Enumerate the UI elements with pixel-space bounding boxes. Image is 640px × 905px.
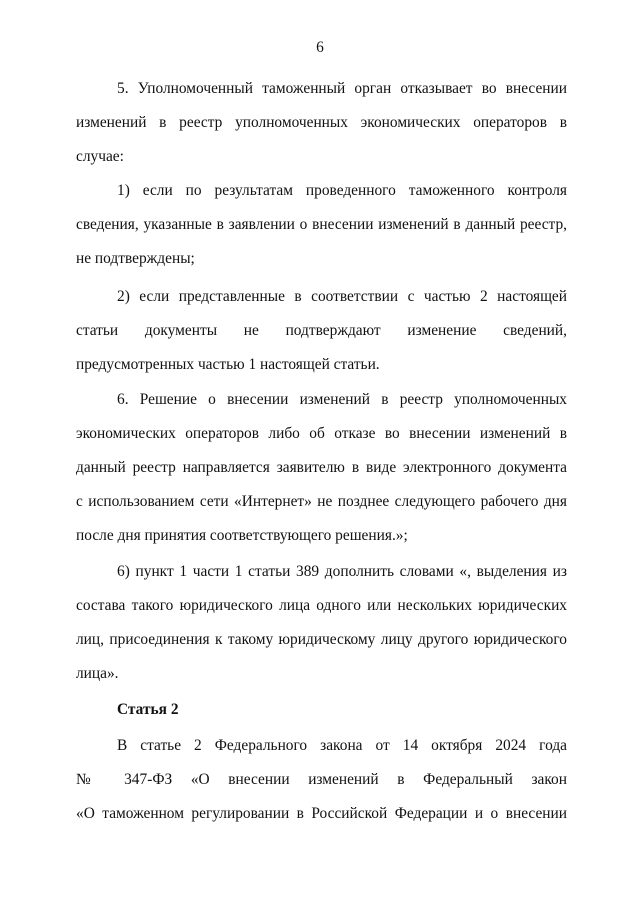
text-line: лица». [76,665,119,682]
text-line: после дня принятия соответствующего решения.»; [76,527,408,544]
text-line: № 347-ФЗ «О внесении изменений в Федеральный закон [76,771,567,788]
text-line: 5. Уполномоченный таможенный орган отказывает во внесении [117,80,567,97]
text-line: случае: [76,148,124,165]
text-line: данный реестр направляется заявителю в виде электронного документа [76,459,567,476]
text-line: лиц, присоединения к такому юридическому лицу другого юридического [76,631,567,648]
text-line: 6) пункт 1 части 1 статьи 389 дополнить словами «, выделения из [117,563,567,580]
text-line: предусмотренных частью 1 настоящей статьи. [76,356,380,373]
text-line: не подтверждены; [76,250,195,267]
text-line: изменений в реестр уполномоченных экономических операторов в [76,114,567,131]
text-line: 6. Решение о внесении изменений в реестр уполномоченных [117,391,567,408]
text-line: 2) если представленные в соответствии с частью 2 настоящей [117,288,567,305]
text-line: с использованием сети «Интернет» не позднее следующего рабочего дня [76,493,567,510]
text-line: В статье 2 Федерального закона от 14 октября 2024 года [117,737,567,754]
text-line: статьи документы не подтверждают изменение сведений, [76,322,567,339]
text-line: экономических операторов либо об отказе во внесении изменений в [76,425,567,442]
text-line: сведения, указанные в заявлении о внесении изменений в данный реестр, [76,216,567,233]
page-number: 6 [316,39,324,56]
text-line: 1) если по результатам проведенного таможенного контроля [117,182,567,199]
text-line: состава такого юридического лица одного или нескольких юридических [76,597,567,614]
text-line: «О таможенном регулировании в Российской Федерации и о внесении [76,805,567,822]
article-heading: Статья 2 [117,701,179,718]
